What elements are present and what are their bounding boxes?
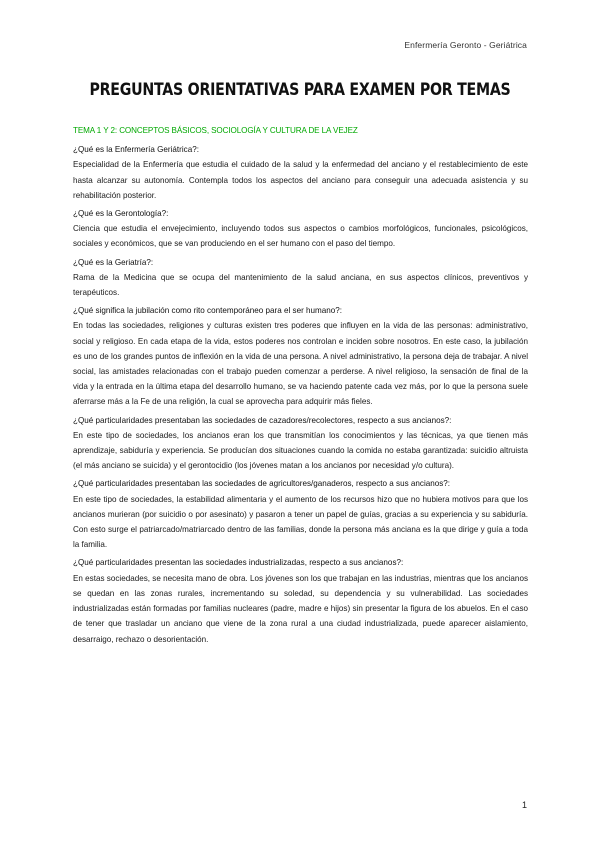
qa-item [73,142,528,203]
question: ¿Qué es la Geriatría?: [73,257,154,267]
page-title: PREGUNTAS ORIENTATIVAS PARA EXAMEN POR TEMAS [89,80,511,99]
page-number: 1 [521,800,527,810]
question: ¿Qué particularidades presentaban las sociedades de agricultores/ganaderos, respecto a sus ancianos?: [73,479,451,489]
question: ¿Qué es la Enfermería Geriátrica?: [73,145,199,155]
qa-item [73,206,528,252]
answer: En estas sociedades, se necesita mano de obra. Los jóvenes son los que trabajan en las industrias, mientras que los ancianos se quedan en las zonas rurales, incrementando su soledad, su dependencia y su vulnerabilidad. Las sociedades industrializadas están formadas por familias nucleares (padre, madre e hijos) sin presentar la figura de los abuelos. En el caso de tener que trasladar un anciano que viene de la zona rural a una ciudad industrializada, puede aparecer aislamiento, desarraigo, rechazo o desorientación. [73,573,528,644]
answer: En este tipo de sociedades, los ancianos eran los que transmitían los conocimientos y las técnicas, ya que tienen más aprendizaje, sabiduría y experiencia. Se producían dos situaciones cuando la comida no estaba garantizada: suicidio altruista (el más anciano se suicida) y el gerontocidio (los jóvenes matan a los ancianos por necesidad y/o cultura). [73,430,528,471]
answer: En todas las sociedades, religiones y culturas existen tres poderes que influyen en la vida de las personas: administrativo, social y religioso. En cada etapa de la vida, estos poderes nos controlan e inciden sobre nosotros. En este caso, la jubilación es uno de los grandes puntos de inflexión en la vida de una persona. A nivel administrativo, la persona deja de trabajar. A nivel social, las amistades relacionadas con el trabajo pueden comenzar a perderse. A nivel religioso, la sensación de final de la vida y la entrada en la última etapa del desarrollo humano, se va haciendo patente cada vez más, por lo que la persona suele aferrarse más a la Fe de una religión, la cual se aprovecha para adquirir más fieles. [73,321,528,407]
question: ¿Qué particularidades presentaban las sociedades de cazadores/recolectores, respecto a sus ancianos?: [73,415,452,425]
qa-item [73,303,528,409]
qa-item [73,413,528,474]
question: ¿Qué significa la jubilación como rito contemporáneo para el ser humano?: [73,306,343,316]
question: ¿Qué es la Gerontología?: [73,209,169,219]
answer: En este tipo de sociedades, la estabilidad alimentaria y el aumento de los recursos hizo que no hubiera motivos para que los ancianos murieran (por suicidio o por asesinato) y pasaron a tener un papel de guías, gracias a su experiencia y su sabiduría. Con esto surge el patriarcado/matriarcado dentro de las familias, donde la persona más anciana es la que dirige y guía a toda la familia. [73,494,528,550]
answer: Rama de la Medicina que se ocupa del mantenimiento de la salud anciana, en sus aspectos clínicos, preventivos y terapéuticos. [73,272,528,298]
section-heading: TEMA 1 Y 2: CONCEPTOS BÁSICOS, SOCIOLOGÍA Y CULTURA DE LA VEJEZ [73,126,358,135]
qa-item [73,255,528,301]
question: ¿Qué particularidades presentan las sociedades industrializadas, respecto a sus ancianos?: [73,558,404,568]
answer: Ciencia que estudia el envejecimiento, incluyendo todos sus aspectos o cambios morfológicos, funcionales, psicológicos, sociales y económicos, que se van produciendo en el ser humano con el paso del tiempo. [73,224,528,249]
qa-item [73,476,528,552]
document-body [73,123,528,650]
answer: Especialidad de la Enfermería que estudia el cuidado de la salud y la enfermedad del anciano y el restablecimiento de este hasta alcanzar su autonomía. Contempla todos los aspectos del anciano para conseguir una adecuada asistencia y su rehabilitación posterior. [73,160,528,200]
qa-item [73,555,528,646]
running-header: Enfermería Geronto - Geriátrica [404,40,527,50]
